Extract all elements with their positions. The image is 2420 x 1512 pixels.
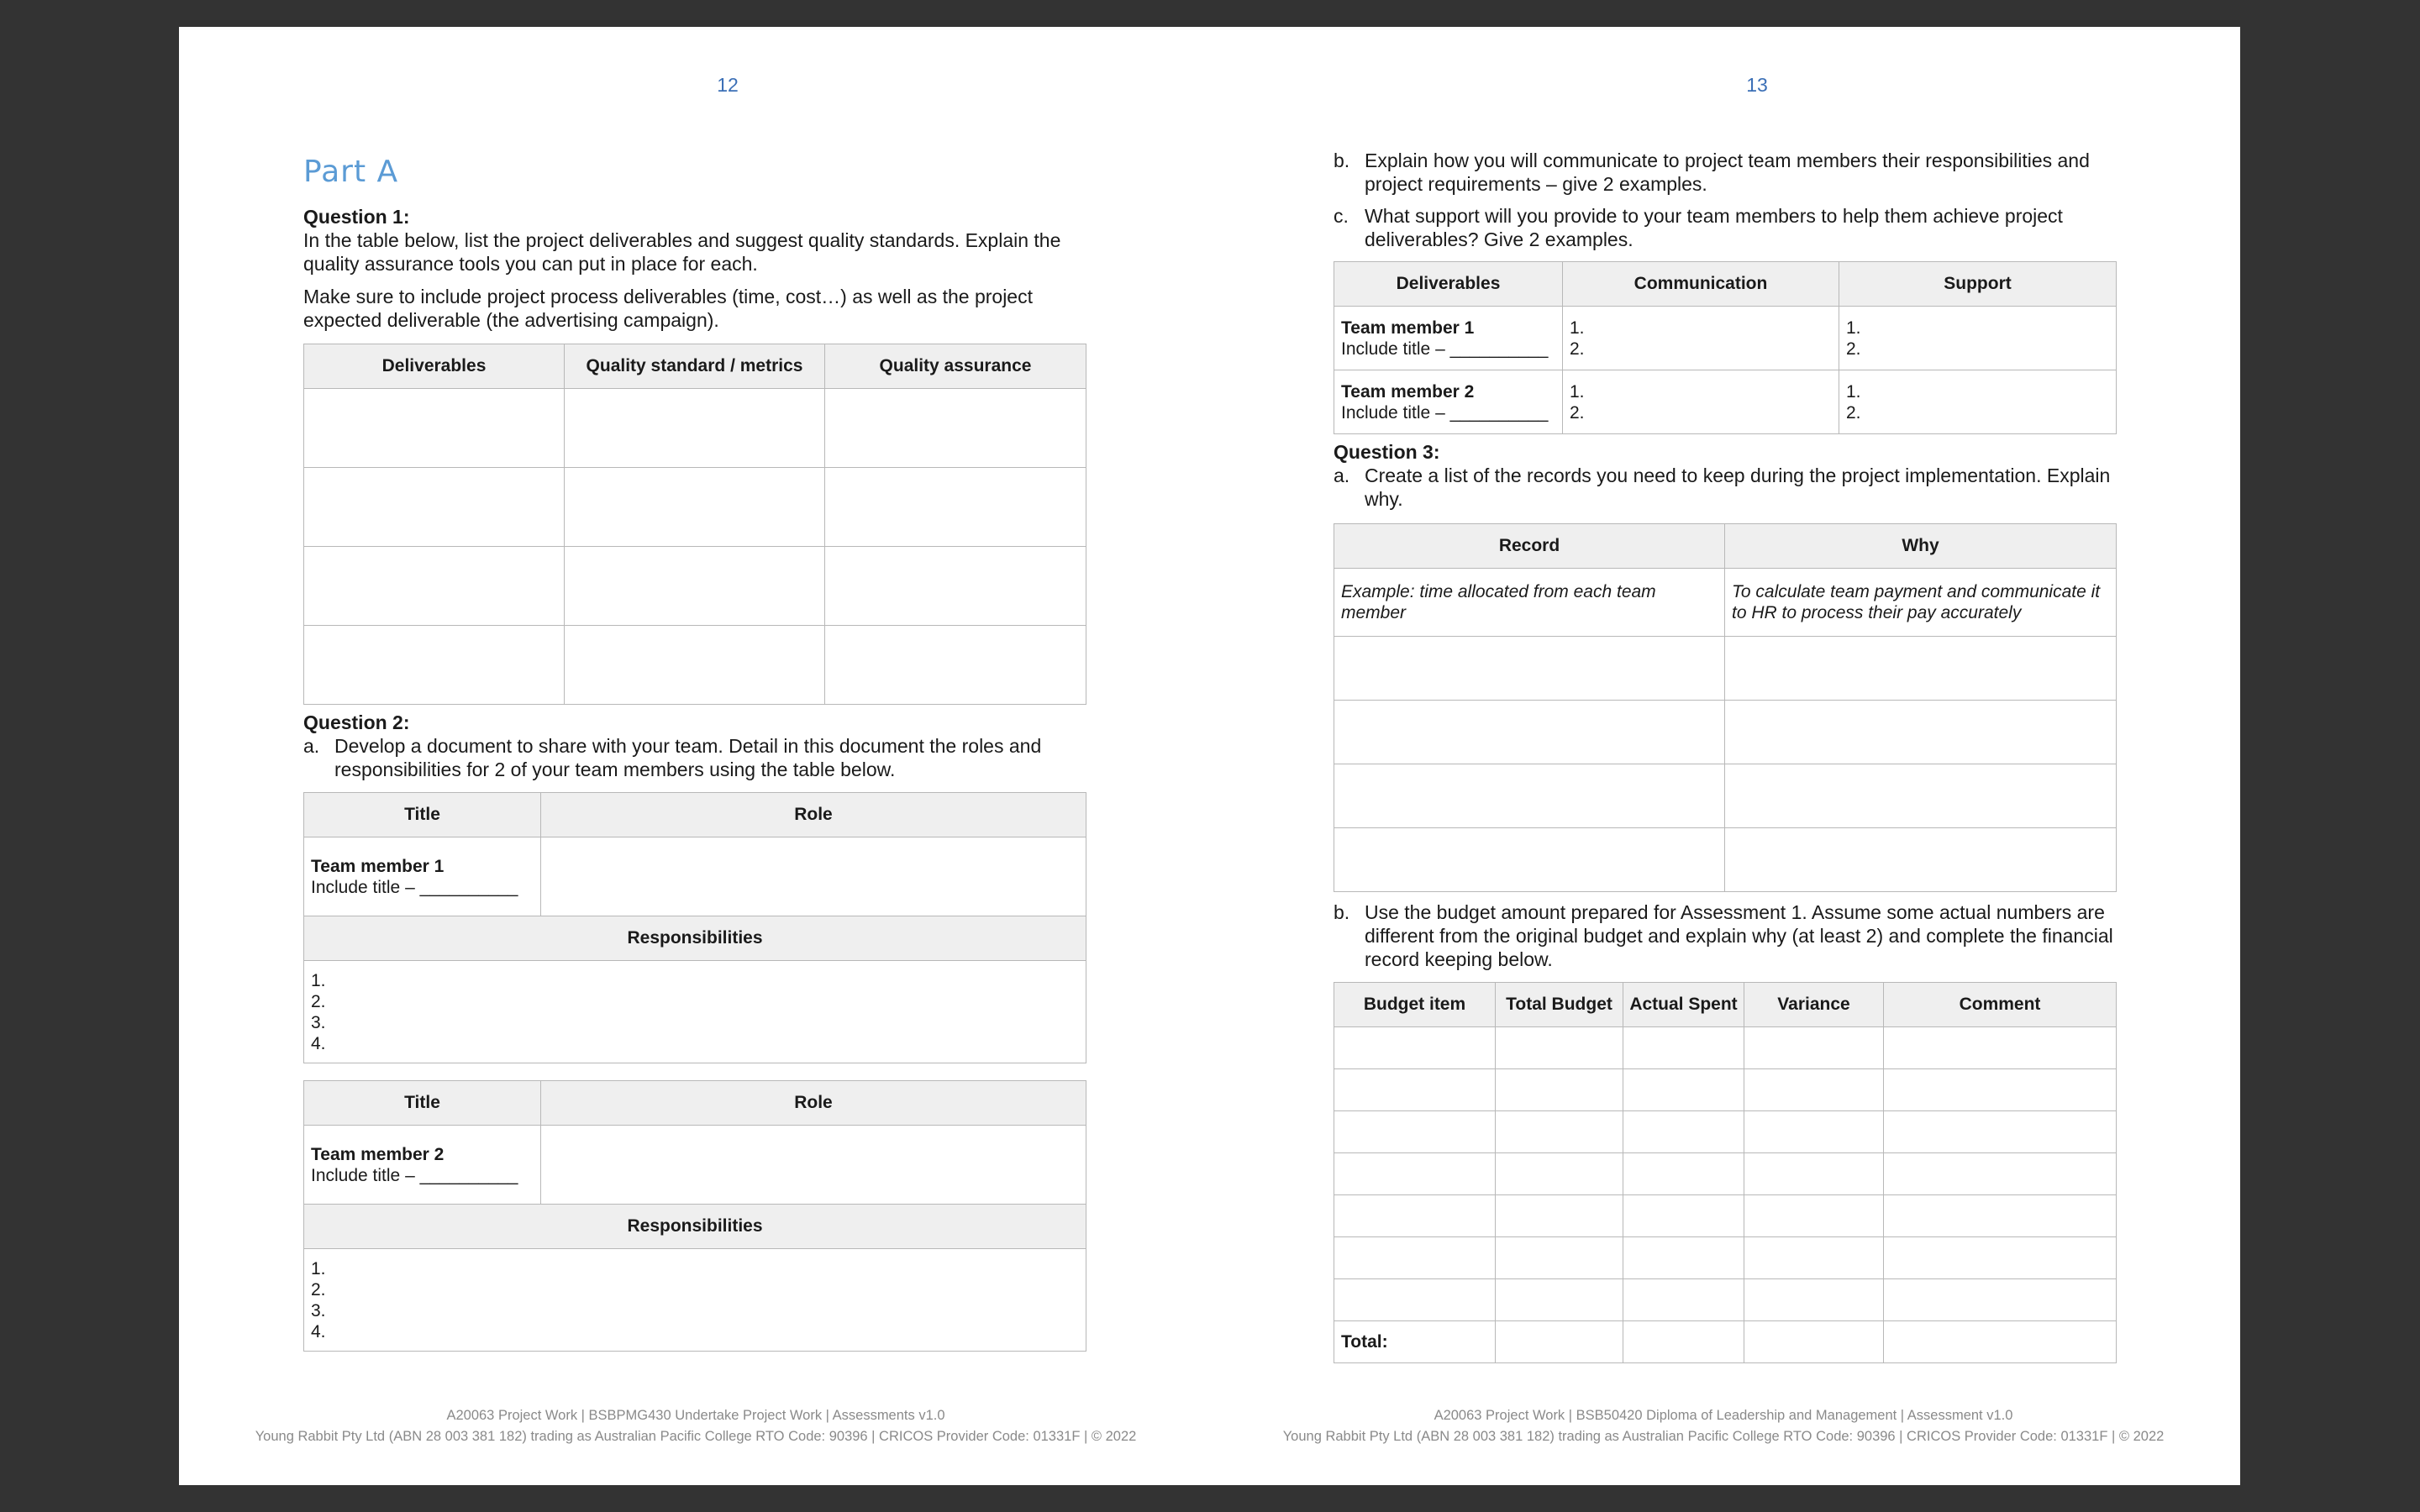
document-spread [179, 27, 2240, 1485]
table-cell[interactable] [1744, 1069, 1884, 1111]
member-name: Team member 2 [1341, 381, 1475, 402]
include-title: Include title – __________ [1341, 339, 1549, 359]
col-header-budget-item: Budget item [1334, 983, 1496, 1027]
table-row [1334, 1153, 2117, 1195]
table-cell[interactable] [1334, 701, 1725, 764]
list-item: 2. [311, 1279, 326, 1299]
table-cell[interactable] [1623, 1153, 1744, 1195]
roles-table-2 [303, 1080, 1086, 1352]
footer-line-1: A20063 Project Work | BSBPMG430 Undertake Project Work | Assessments v1.0 [446, 1408, 945, 1423]
item-text: Create a list of the records you need to keep during the project implementation. Explain why. [1365, 465, 2111, 510]
table-cell[interactable] [1496, 1279, 1623, 1321]
table-row [1334, 1279, 2117, 1321]
table-cell[interactable] [1334, 1153, 1496, 1195]
table-cell[interactable] [1623, 1321, 1744, 1363]
question-3a [1334, 464, 2132, 511]
table-cell[interactable] [304, 626, 565, 705]
item-text: Use the budget amount prepared for Assessment 1. Assume some actual numbers are different from the original budget and explain why (at least 2) and complete the financial record keeping below. [1365, 901, 2113, 970]
col-header-quality-standard: Quality standard / metrics [565, 344, 825, 389]
table-cell[interactable] [1496, 1027, 1623, 1069]
table-cell[interactable] [1884, 1321, 2117, 1363]
table-cell[interactable] [1744, 1237, 1884, 1279]
table-row [304, 547, 1086, 626]
table-row [1334, 1195, 2117, 1237]
question-3b-item [1334, 900, 2132, 971]
responsibilities-header: Responsibilities [304, 916, 1086, 961]
table-cell[interactable] [1334, 1237, 1496, 1279]
table-cell[interactable] [1744, 1279, 1884, 1321]
col-header-deliverables: Deliverables [304, 344, 565, 389]
list-item: 1. [1846, 381, 1861, 402]
col-header-record: Record [1334, 524, 1725, 569]
col-header-why: Why [1725, 524, 2117, 569]
question-2a [303, 734, 1102, 781]
table-cell[interactable] [1725, 637, 2117, 701]
table-row [1334, 370, 2117, 434]
table-cell[interactable] [1623, 1195, 1744, 1237]
table-cell[interactable] [1496, 1237, 1623, 1279]
table-row [1334, 637, 2117, 701]
question-1 [303, 206, 1102, 332]
table-cell[interactable] [1725, 764, 2117, 828]
table-cell[interactable] [1744, 1195, 1884, 1237]
member-name: Team member 1 [1341, 318, 1475, 338]
responsibilities-cell[interactable] [304, 961, 1086, 1063]
communication-cell[interactable] [1563, 370, 1839, 434]
footer-line-1: A20063 Project Work | BSB50420 Diploma of Leadership and Management | Assessment v1.0 [1434, 1408, 2013, 1423]
table-cell[interactable] [1334, 1069, 1496, 1111]
item-letter: a. [1334, 465, 1350, 486]
table-cell[interactable] [565, 626, 825, 705]
question-1-heading: Question 1: [303, 206, 410, 228]
table-cell[interactable] [1334, 828, 1725, 892]
table-row [1334, 701, 2117, 764]
page-number-right: 13 [1746, 74, 1768, 96]
col-header-actual-spent: Actual Spent [1623, 983, 1744, 1027]
question-3b [1334, 900, 2132, 971]
list-item: 1. [311, 970, 326, 990]
table-cell[interactable] [1334, 637, 1725, 701]
list-item: 2. [1570, 402, 1585, 423]
list-item: 2. [1846, 339, 1861, 359]
col-header-total-budget: Total Budget [1496, 983, 1623, 1027]
footer-line-2: Young Rabbit Pty Ltd (ABN 28 003 381 182) trading as Australian Pacific College RTO Code: 90396 | CRICOS Provider Code: 01331F | © 2022 [1282, 1429, 2165, 1444]
example-record: Example: time allocated from each team member [1334, 569, 1725, 637]
item-letter: b. [1334, 901, 1350, 923]
table-row [1334, 764, 2117, 828]
table-cell[interactable] [1623, 1237, 1744, 1279]
table-cell[interactable] [1334, 1279, 1496, 1321]
item-letter: b. [1334, 150, 1350, 171]
table-row [1334, 1111, 2117, 1153]
table-cell[interactable] [565, 547, 825, 626]
member-cell [304, 1126, 541, 1205]
table-cell[interactable] [1623, 1111, 1744, 1153]
include-title: Include title – __________ [311, 877, 518, 897]
include-title: Include title – __________ [311, 1165, 518, 1185]
table-row [304, 837, 1086, 916]
table-cell[interactable] [1744, 1111, 1884, 1153]
list-item: 1. [311, 1258, 326, 1278]
role-cell[interactable] [541, 1126, 1086, 1205]
table-cell[interactable] [825, 389, 1086, 468]
member-cell [1334, 370, 1563, 434]
table-cell[interactable] [304, 389, 565, 468]
item-text: Explain how you will communicate to project team members their responsibilities and project requirements – give 2 examples. [1365, 150, 2090, 195]
table-cell[interactable] [1884, 1279, 2117, 1321]
question-3 [1334, 441, 2132, 511]
col-header-deliverables: Deliverables [1334, 262, 1563, 307]
table-cell[interactable] [1334, 764, 1725, 828]
list-item: 2. [1570, 339, 1585, 359]
col-header-role: Role [541, 1081, 1086, 1126]
communication-cell[interactable] [1563, 307, 1839, 370]
table-cell[interactable] [1623, 1279, 1744, 1321]
table-row [1334, 1237, 2117, 1279]
list-item: 1. [1570, 381, 1585, 402]
table-cell[interactable] [1884, 1111, 2117, 1153]
table-cell[interactable] [565, 468, 825, 547]
table-row [304, 1249, 1086, 1352]
col-header-communication: Communication [1563, 262, 1839, 307]
table-cell[interactable] [304, 547, 565, 626]
table-row [304, 626, 1086, 705]
table-cell[interactable] [565, 389, 825, 468]
table-cell[interactable] [1744, 1153, 1884, 1195]
table-cell[interactable] [1884, 1027, 2117, 1069]
deliverables-table [303, 344, 1086, 705]
footer-right [1232, 1405, 2215, 1447]
example-why: To calculate team payment and communicate it to HR to process their pay accurately [1725, 569, 2117, 637]
list-item: 2. [1846, 402, 1861, 423]
question-2 [303, 711, 1102, 781]
table-cell[interactable] [1496, 1111, 1623, 1153]
table-cell[interactable] [1884, 1237, 2117, 1279]
responsibilities-header: Responsibilities [304, 1205, 1086, 1249]
question-2b [1334, 149, 2132, 196]
table-row [1334, 1321, 2117, 1363]
question-2-heading: Question 2: [303, 711, 410, 733]
member-name: Team member 1 [311, 856, 445, 876]
item-letter: a. [303, 735, 320, 757]
table-cell[interactable] [304, 468, 565, 547]
list-item: 4. [311, 1033, 326, 1053]
table-row [1334, 569, 2117, 637]
responsibilities-cell[interactable] [304, 1249, 1086, 1352]
table-row [1334, 1069, 2117, 1111]
table-cell[interactable] [1496, 1321, 1623, 1363]
table-row [304, 389, 1086, 468]
table-cell[interactable] [1744, 1027, 1884, 1069]
question-2c [1334, 204, 2132, 251]
col-header-comment: Comment [1884, 983, 2117, 1027]
table-cell[interactable] [825, 626, 1086, 705]
list-item: 1. [1570, 318, 1585, 338]
support-cell[interactable] [1839, 307, 2117, 370]
table-row [304, 468, 1086, 547]
col-header-support: Support [1839, 262, 2117, 307]
table-cell[interactable] [825, 547, 1086, 626]
table-cell[interactable] [1496, 1153, 1623, 1195]
table-row [1334, 1027, 2117, 1069]
question-1-paragraph-1: In the table below, list the project deliverables and suggest quality standards. Explain the quality assurance tools you can put in place for each. [303, 229, 1061, 275]
table-cell[interactable] [1496, 1069, 1623, 1111]
table-row [1334, 307, 2117, 370]
table-cell[interactable] [1744, 1321, 1884, 1363]
list-item: 2. [311, 991, 326, 1011]
col-header-role: Role [541, 793, 1086, 837]
item-letter: c. [1334, 205, 1349, 227]
footer-left [213, 1405, 1179, 1447]
question-1-paragraph-2: Make sure to include project process deliverables (time, cost…) as well as the project expected deliverable (the advertising campaign). [303, 286, 1033, 331]
part-heading: Part A [303, 155, 399, 189]
table-cell[interactable] [1725, 701, 2117, 764]
list-item: 3. [311, 1012, 326, 1032]
list-item: 3. [311, 1300, 326, 1320]
roles-table-1 [303, 792, 1086, 1063]
table-row [304, 1126, 1086, 1205]
table-cell[interactable] [1623, 1027, 1744, 1069]
question-2-continued [1334, 149, 2132, 251]
table-cell[interactable] [1884, 1153, 2117, 1195]
table-row [304, 961, 1086, 1063]
table-row [1334, 828, 2117, 892]
table-cell[interactable] [1884, 1069, 2117, 1111]
item-text: What support will you provide to your team members to help them achieve project deliverables? Give 2 examples. [1365, 205, 2063, 250]
total-label: Total: [1334, 1321, 1496, 1363]
records-table [1334, 523, 2117, 892]
table-cell[interactable] [1496, 1195, 1623, 1237]
col-header-title: Title [304, 793, 541, 837]
support-table [1334, 261, 2117, 434]
question-3-heading: Question 3: [1334, 441, 1440, 463]
table-cell[interactable] [1623, 1069, 1744, 1111]
member-cell [1334, 307, 1563, 370]
list-item: 1. [1846, 318, 1861, 338]
table-cell[interactable] [1334, 1027, 1496, 1069]
table-cell[interactable] [1334, 1195, 1496, 1237]
item-text: Develop a document to share with your team. Detail in this document the roles and responsibilities for 2 of your team members using the table below. [334, 735, 1042, 780]
col-header-title: Title [304, 1081, 541, 1126]
page-number-left: 12 [717, 74, 739, 96]
table-cell[interactable] [1884, 1195, 2117, 1237]
role-cell[interactable] [541, 837, 1086, 916]
member-name: Team member 2 [311, 1144, 445, 1164]
budget-table [1334, 982, 2117, 1363]
table-cell[interactable] [1725, 828, 2117, 892]
col-header-quality-assurance: Quality assurance [825, 344, 1086, 389]
col-header-variance: Variance [1744, 983, 1884, 1027]
table-cell[interactable] [825, 468, 1086, 547]
list-item: 4. [311, 1321, 326, 1341]
member-cell [304, 837, 541, 916]
include-title: Include title – __________ [1341, 402, 1549, 423]
footer-line-2: Young Rabbit Pty Ltd (ABN 28 003 381 182) trading as Australian Pacific College RTO Code: 90396 | CRICOS Provider Code: 01331F | © 2022 [255, 1429, 1137, 1444]
table-cell[interactable] [1334, 1111, 1496, 1153]
support-cell[interactable] [1839, 370, 2117, 434]
